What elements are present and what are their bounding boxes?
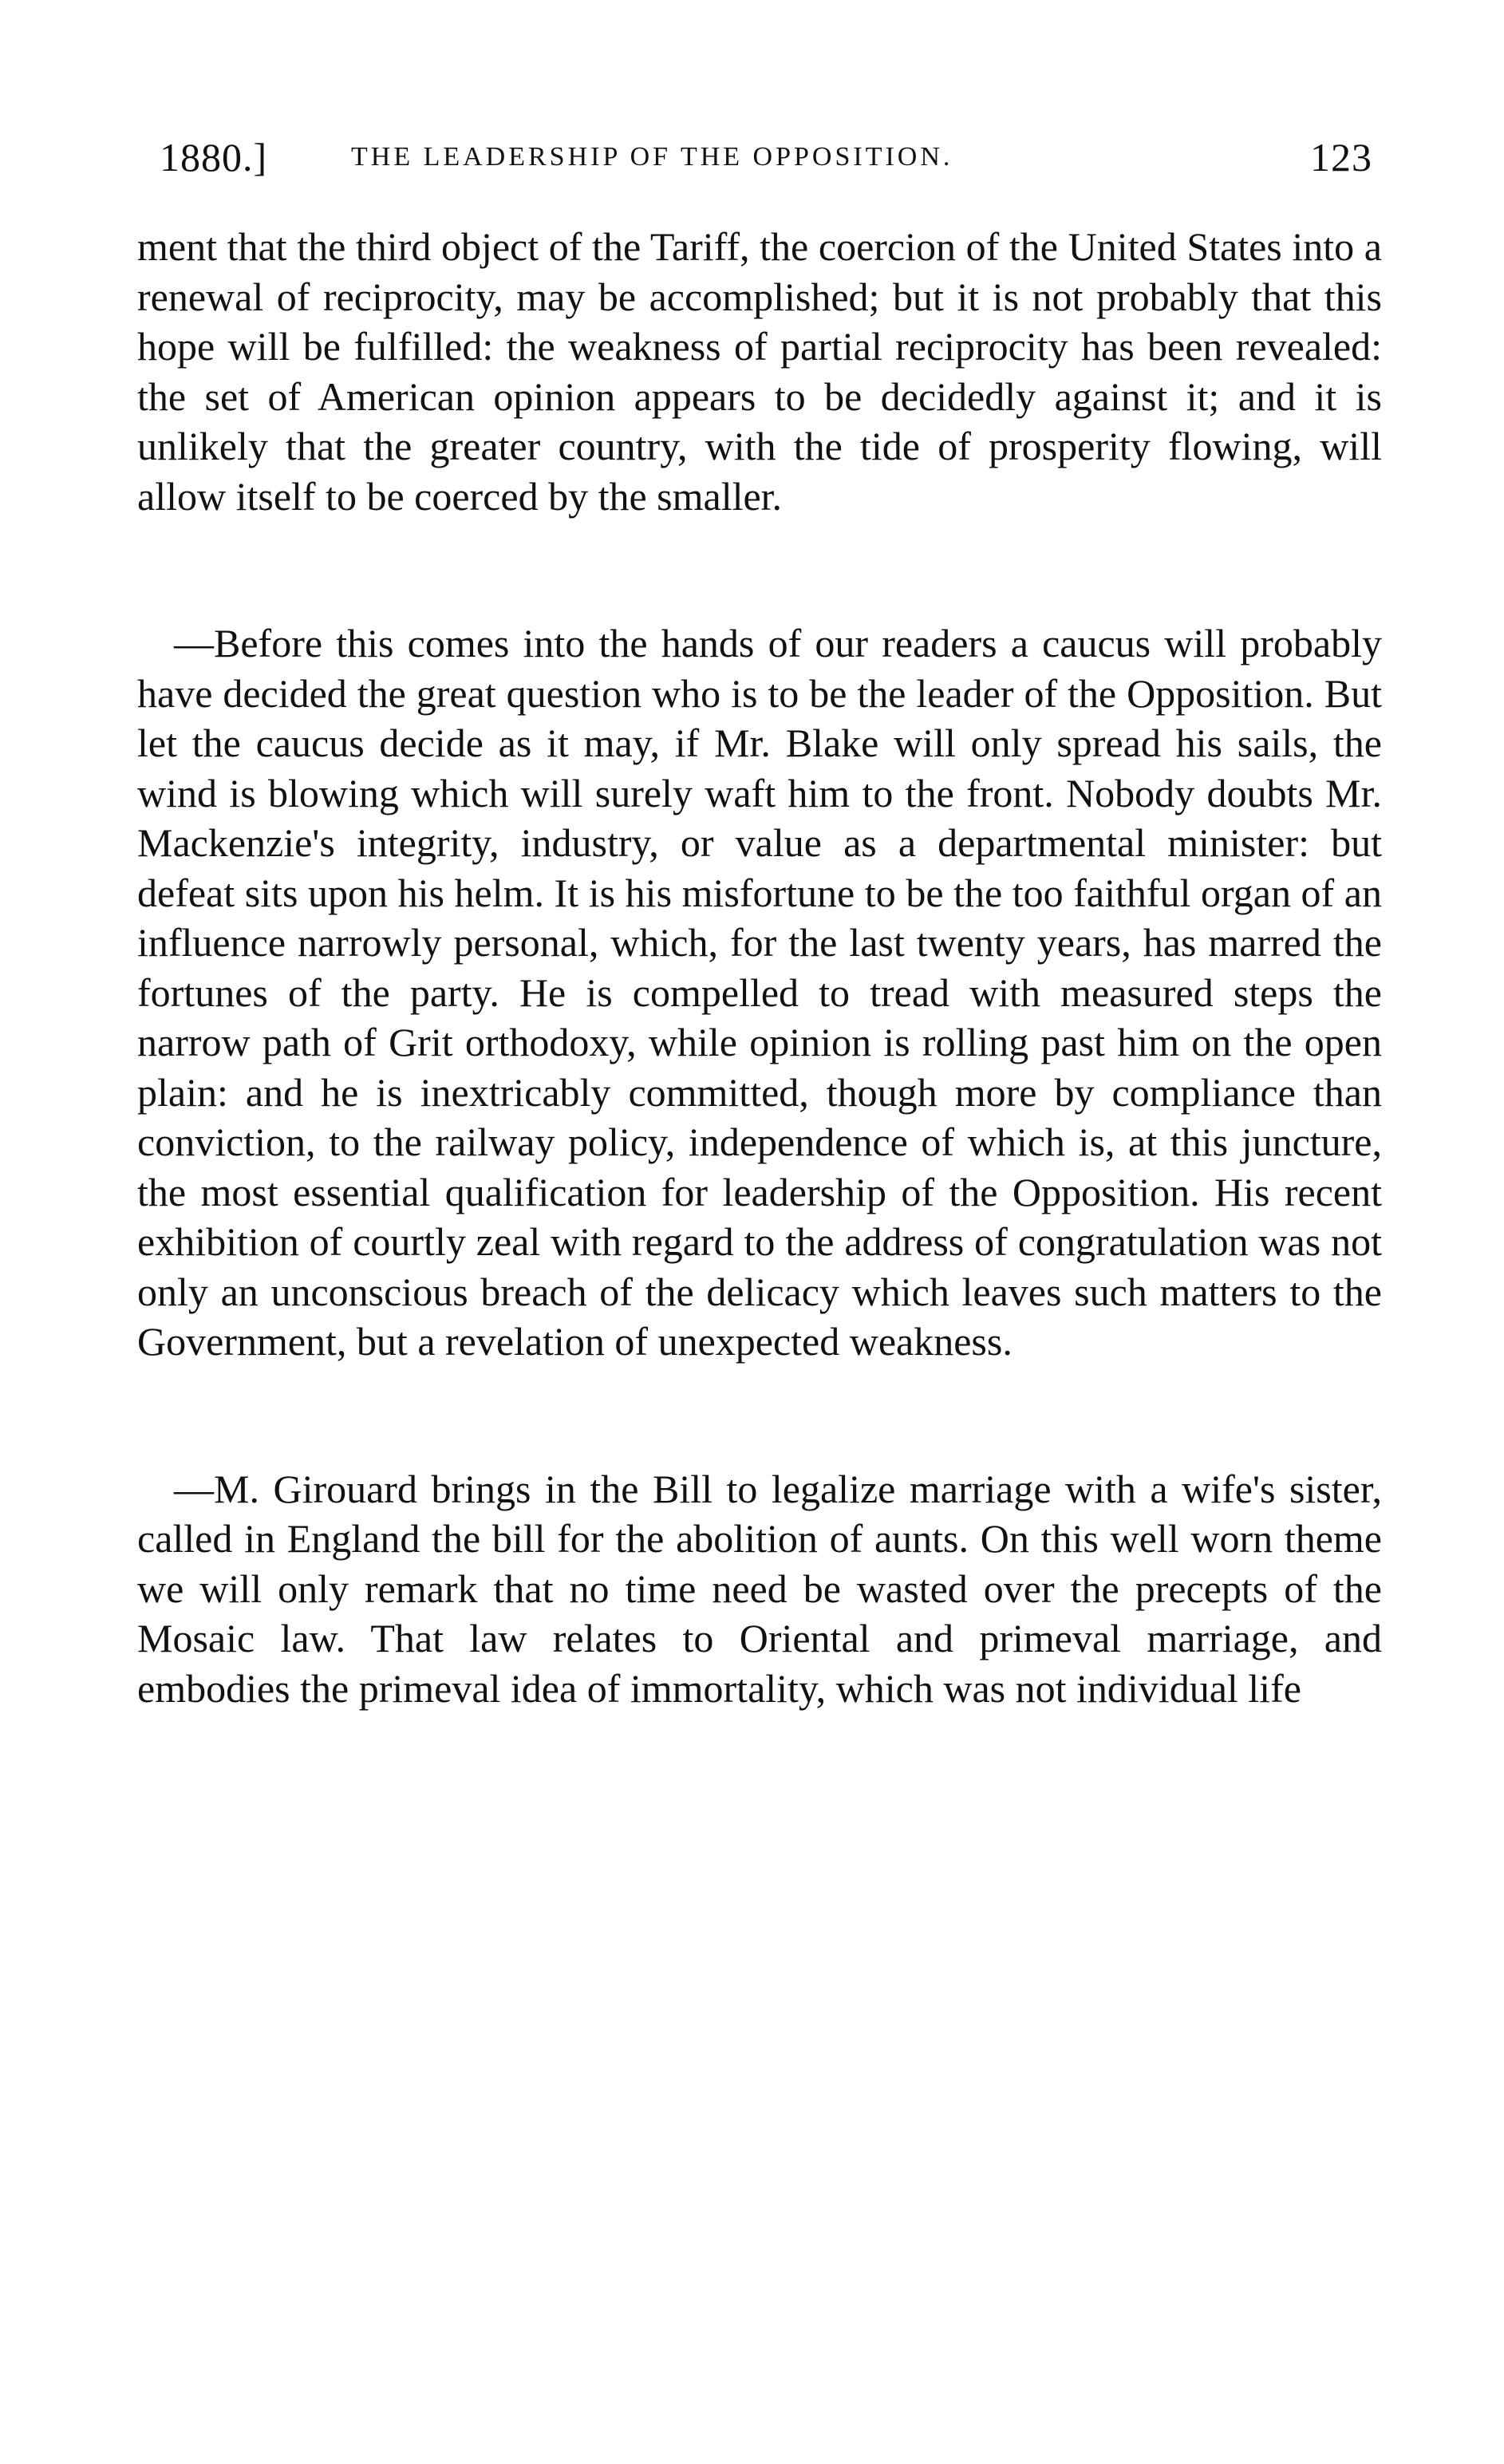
page-number: 123: [1310, 135, 1372, 180]
paragraph-marriage-bill: —M. Girouard brings in the Bill to legalize marriage with a wife's sister, called in England the bill for the abolition of aunts. On this well worn theme we will only remark that no time need be wasted over the precepts of the Mosaic law. That law relates to Oriental and primeval marriage, and embodies the primeval idea of immortality, which was not individual life: [137, 1466, 1382, 1711]
running-head-year: 1880.]: [160, 135, 268, 180]
running-head: [160, 134, 1372, 190]
paragraph-tariff-continuation: ment that the third object of the Tariff, the coercion of the United States into a renewal of reciprocity, may be accomplished; but it is not probably that this hope will be fulfilled: the weakness of partial reciprocity has been revealed: the set of American opinion appears to be decidedly against it; and it is unlikely that the greater country, with the tide of prosperity flowing, will allow itself to be coerced by the smaller.: [137, 224, 1382, 519]
running-head-title: THE LEADERSHIP OF THE OPPOSITION.: [351, 142, 953, 172]
body-text: [137, 222, 1382, 1713]
paragraph-opposition-leader: —Before this comes into the hands of our readers a caucus will probably have decided the great question who is to be the leader of the Opposition. But let the caucus decide as it may, if Mr. Blake will only spread his sails, the wind is blowing which will surely waft him to the front. Nobody doubts Mr. Mackenzie's integrity, industry, or value as a departmental minister: but defeat sits upon his helm. It is his misfortune to be the too faithful organ of an influence narrowly personal, which, for the last twenty years, has marred the fortunes of the party. He is compelled to tread with measured steps the narrow path of Grit orthodoxy, while opinion is rolling past him on the open plain: and he is inextricably committed, though more by compliance than conviction, to the railway policy, independence of which is, at this juncture, the most essential qualification for leadership of the Opposition. His recent exhibition of courtly zeal with regard to the address of congratulation was not only an unconscious breach of the delicacy which leaves such matters to the Government, but a revelation of unexpected weakness.: [137, 621, 1382, 1364]
